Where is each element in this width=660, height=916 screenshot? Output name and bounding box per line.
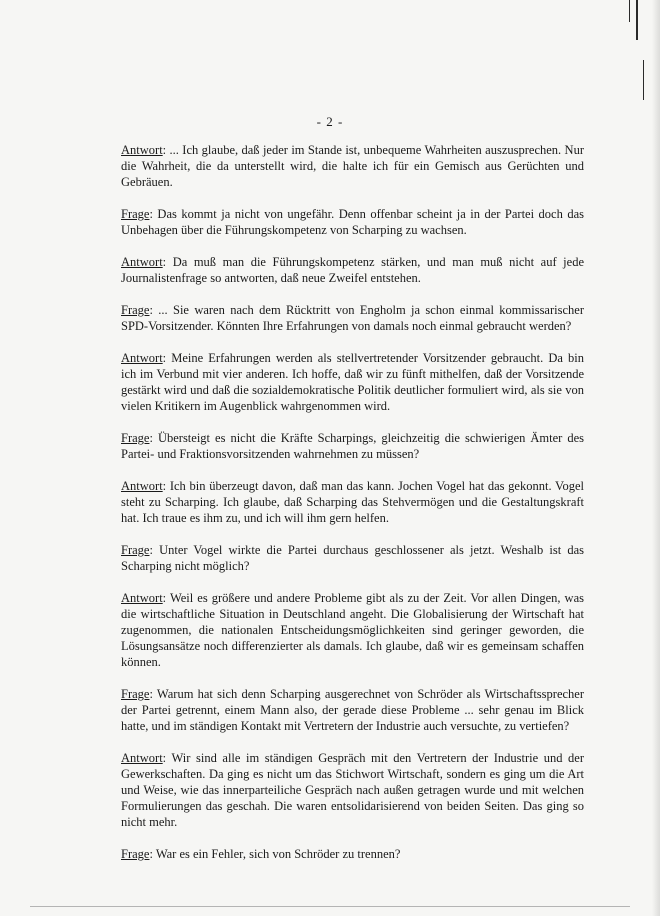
- block-text: : Ich bin überzeugt davon, daß man das kann. Jochen Vogel hat das gekonnt. Vogel steht zu Scharping. Ich glaube, daß Scharping das Stehvermögen und die Gestaltungskraft hat. Ich traue es ihm zu, und ich will ihm gern helfen.: [121, 479, 584, 525]
- qa-block: [121, 750, 584, 830]
- block-text: : Unter Vogel wirkte die Partei durchaus geschlossener als jetzt. Weshalb ist das Scharping nicht möglich?: [121, 543, 584, 573]
- speaker-label: Frage: [121, 687, 150, 701]
- scan-mark: [629, 0, 630, 22]
- qa-block: [121, 478, 584, 526]
- qa-block: [121, 302, 584, 334]
- qa-block: [121, 686, 584, 734]
- block-text: : Da muß man die Führungskompetenz stärken, und man muß nicht auf jede Journalistenfrage so antworten, daß neue Zweifel entstehen.: [121, 255, 584, 285]
- qa-block: [121, 590, 584, 670]
- speaker-label: Antwort: [121, 255, 163, 269]
- speaker-label: Antwort: [121, 351, 163, 365]
- qa-block: [121, 142, 584, 190]
- speaker-label: Frage: [121, 431, 150, 445]
- block-text: : ... Ich glaube, daß jeder im Stande ist, unbequeme Wahrheiten auszusprechen. Nur die Wahrheit, die da unterstellt wird, die halte ich für ein Gemisch aus Gerüchten und Gebräuen.: [121, 143, 584, 189]
- qa-block: [121, 350, 584, 414]
- block-text: : Wir sind alle im ständigen Gespräch mit den Vertretern der Industrie und der Gewerkschaften. Da ging es nicht um das Stichwort Wirtschaft, sondern es ging um die Art und Weise, wie das innerparteiliche Gespräch nach außen getragen wurde und mit welchen Formulierungen das geschah. Die waren entsolidarisierend von beiden Seiten. Das ging so nicht mehr.: [121, 751, 584, 829]
- qa-block: [121, 430, 584, 462]
- speaker-label: Antwort: [121, 751, 163, 765]
- block-text: : Meine Erfahrungen werden als stellvertretender Vorsitzender gebraucht. Da bin ich im Verbund mit vier anderen. Ich hoffe, daß wir zu fünft mithelfen, daß der Vorsitzende gestärkt wird und daß die sozialdemokratische Politik deutlicher formuliert wird, als sie von vielen Kritikern im Augenblick wahrgenommen wird.: [121, 351, 584, 413]
- speaker-label: Antwort: [121, 143, 163, 157]
- speaker-label: Frage: [121, 303, 150, 317]
- qa-block: [121, 542, 584, 574]
- speaker-label: Antwort: [121, 479, 163, 493]
- scan-mark: [643, 60, 644, 100]
- qa-block: [121, 846, 584, 862]
- block-text: : Übersteigt es nicht die Kräfte Scharpings, gleichzeitig die schwierigen Ämter des Partei- und Fraktionsvorsitzenden wahrnehmen zu müssen?: [121, 431, 584, 461]
- scan-mark: [636, 0, 638, 40]
- block-text: : Das kommt ja nicht von ungefähr. Denn offenbar scheint ja in der Partei doch das Unbehagen über die Führungskompetenz von Scharping zu wachsen.: [121, 207, 584, 237]
- qa-block: [121, 254, 584, 286]
- speaker-label: Frage: [121, 207, 150, 221]
- block-text: : War es ein Fehler, sich von Schröder zu trennen?: [149, 847, 401, 861]
- scan-bottom-edge: [30, 906, 630, 907]
- page-number: - 2 -: [316, 114, 344, 129]
- block-text: : Warum hat sich denn Scharping ausgerechnet von Schröder als Wirtschaftssprecher der Partei getrennt, einem Mann also, der gerade diese Probleme ... sehr genau im Blick hatte, und im ständigen Kontakt mit Vertretern der Industrie auch versuchte, zu vertiefen?: [121, 687, 584, 733]
- speaker-label: Frage: [121, 847, 150, 861]
- block-text: : ... Sie waren nach dem Rücktritt von Engholm ja schon einmal kommissarischer SPD-Vorsitzender. Könnten Ihre Erfahrungen von damals noch einmal gebraucht werden?: [121, 303, 584, 333]
- block-text: : Weil es größere und andere Probleme gibt als zu der Zeit. Vor allen Dingen, was die wirtschaftliche Situation in Deutschland angeht. Die Globalisierung der Wirtschaft hat zugenommen, die nationalen Entscheidungsmöglichkeiten sind geringer geworden, die Lösungsansätze noch differenzierter als damals. Ich glaube, daß wir es gemeinsam schaffen können.: [121, 591, 584, 669]
- speaker-label: Frage: [121, 543, 150, 557]
- scan-edge-shadow: [652, 0, 660, 916]
- speaker-label: Antwort: [121, 591, 163, 605]
- qa-block: [121, 206, 584, 238]
- interview-text: [121, 142, 584, 878]
